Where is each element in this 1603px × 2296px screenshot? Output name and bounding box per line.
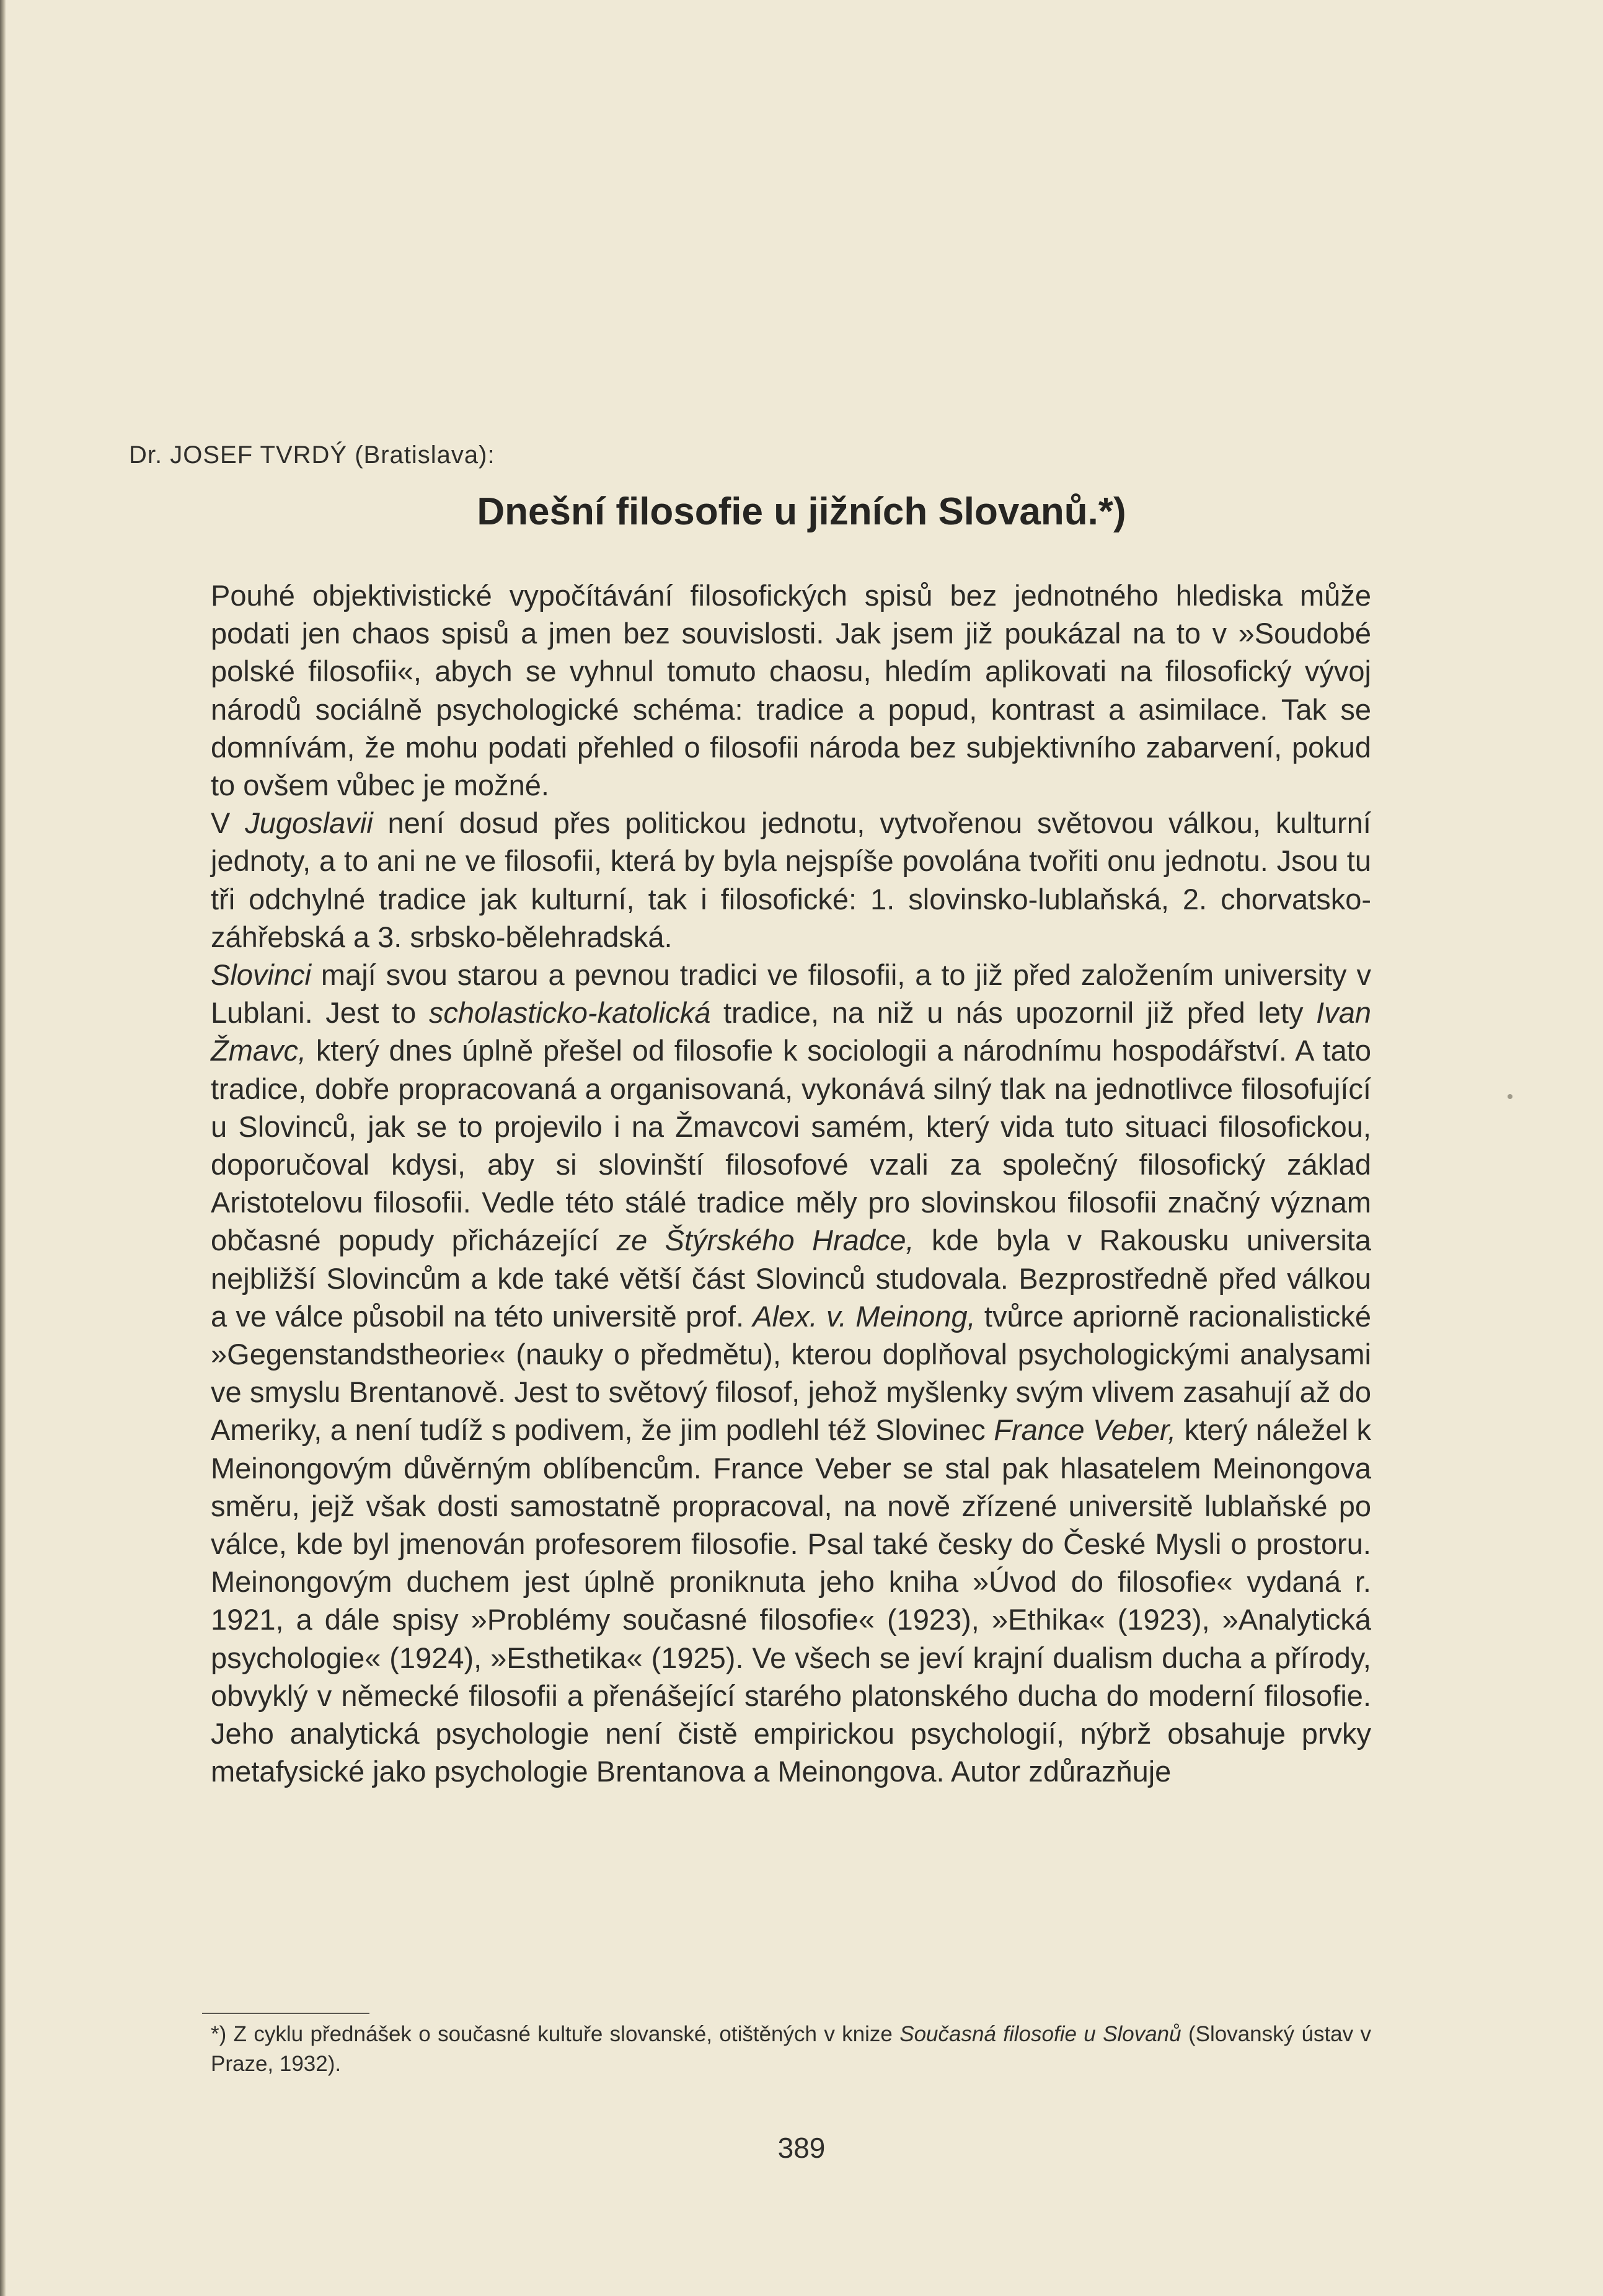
emphasis-jugoslavii: Jugoslavii — [245, 806, 373, 840]
footnote-book-title: Současná filosofie u Slovanů — [899, 2022, 1181, 2046]
paragraph-text: kde byla v Rakousku universita nejbližší Slovincům a kde také větší část Slovinců studovala. Bezprostředně před válkou a ve válce působil na této universitě prof. — [211, 1224, 1371, 1333]
paragraph-text: který náležel k Meinongovým důvěrným oblíbencům. France Veber se stal pak hlasatelem Meinongova směru, jejž však dosti samostatně propracoval, na nově zřízené universitě lublaňské po válce, kde byl jmenován profesorem filosofie. Psal také česky do České Mysli o prostoru. Meinongovým duchem jest úplně proniknuta jeho kniha »Úvod do filosofie« vydaná r. 1921, a dále spisy »Problémy současné filosofie« (1923), »Ethika« (1923), »Analytická psychologie« (1924), »Esthetika« (1925). Ve všech se jeví krajní dualism ducha a přírody, obvyklý v německé filosofii a přenášející starého platonského ducha do moderní filosofie. Jeho analytická psychologie není čistě empirickou psychologií, nýbrž obsahuje prvky metafysické jako psychologie Brentanova a Meinongova. Autor zdůrazňuje — [211, 1413, 1371, 1788]
paragraph-text: tvůrce apriorně racionalistické »Gegenstandstheorie« (nauky o předmětu), kterou doplňoval psychologickými analysami ve smyslu Brentanově. Jest to světový filosof, jehož myšlenky svým vlivem zasahují až do Ameriky, a není tudíž s podivem, že jim podlehl též Slovinec — [211, 1299, 1372, 1447]
footnote-text: (Slovanský ústav v Praze, 1932). — [211, 2022, 1372, 2076]
article-title: Dnešní filosofie u jižních Slovanů.*) — [477, 490, 1126, 533]
article-body — [211, 576, 1371, 1791]
emphasis-meinong: Alex. v. Meinong, — [753, 1299, 976, 1333]
emphasis-styrsky-hradec: ze Štýrského Hradce, — [616, 1224, 914, 1257]
page-number: 389 — [777, 2132, 826, 2164]
emphasis-france-veber: France Veber, — [994, 1413, 1177, 1447]
paragraph-text: mají svou starou a pevnou tradici ve filosofii, a to již před založením university v Lublani. Jest to — [211, 958, 1371, 1030]
paragraph-text: Pouhé objektivistické vypočítávání filosofických spisů bez jednotného hlediska může podati jen chaos spisů a jmen bez souvislosti. Jak jsem již poukázal na to v »Soudobé polské filosofii«, abych se vyhnul tomuto chaosu, hledím aplikovati na filosofický vývoj národů sociálně psychologické schéma: tradice a popud, kontrast a asimilace. Tak se domnívám, že mohu podati přehled o filosofii národa bez subjektivního zabarvení, pokud to ovšem vůbec je možné. — [211, 579, 1371, 802]
paragraph-text: tradice, na niž u nás upozornil již před lety — [710, 996, 1317, 1030]
paragraph-text: není dosud přes politickou jednotu, vytvořenou světovou válkou, kulturní jednoty, a to ani ne ve filosofii, která by byla nejspíše povolána tvořiti onu jednotu. Jsou tu tři odchylné tradice jak kulturní, tak i filosofické: 1. slovinsko-lublaňská, 2. chorvatsko-záhřebská a 3. srbsko-bělehradská. — [211, 806, 1371, 953]
paragraph-text: který dnes úplně přešel od filosofie k sociologii a národnímu hospodářství. A tato tradice, dobře propracovaná a organisovaná, vykonává silný tlak na jednotlivce filosofující u Slovinců, jak se to projevilo i na Žmavcovi samém, který vida tuto situaci filosofickou, doporučoval kdysi, aby si slovinští filosofové vzali za společný filosofický základ Aristotelovu filosofii. Vedle této stálé tradice měly pro slovinskou filosofii značný význam občasné popudy přicházející — [211, 1034, 1371, 1257]
book-spine-edge — [0, 0, 6, 2296]
paper-speck — [1508, 1094, 1512, 1099]
author-byline: Dr. JOSEF TVRDÝ (Bratislava): — [129, 441, 495, 469]
emphasis-ivan-zmavc: Ivan Žmavc, — [211, 996, 1371, 1067]
emphasis-scholasticko-katolicka: scholasticko-katolická — [428, 996, 711, 1030]
paragraph-text: V — [211, 806, 245, 840]
emphasis-slovinci: Slovinci — [211, 958, 311, 992]
footnote-divider — [202, 2013, 369, 2014]
footnote-text: *) Z cyklu přednášek o současné kultuře slovanské, otištěných v knize — [211, 2022, 900, 2046]
paragraph-slovinci — [211, 956, 1371, 1790]
paragraph-jugoslavia — [211, 804, 1371, 956]
footnote — [211, 2020, 1371, 2079]
paragraph-intro — [211, 576, 1371, 804]
